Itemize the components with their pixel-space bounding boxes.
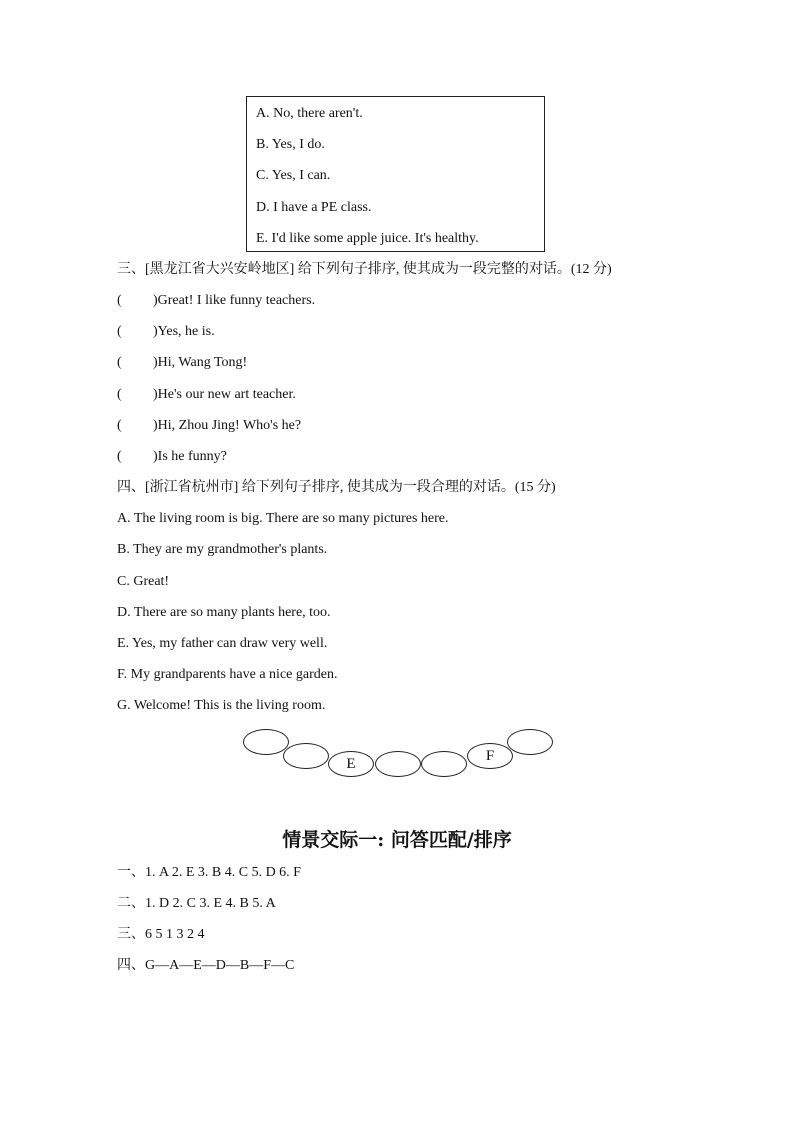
answer-line-2: 二、1. D 2. C 3. E 4. B 5. A <box>117 896 276 911</box>
order-oval-6[interactable]: F <box>467 743 513 769</box>
answer-blank[interactable]: ( <box>117 355 122 370</box>
section3-heading: 三、[黑龙江省大兴安岭地区] 给下列句子排序, 使其成为一段完整的对话。(12 分) <box>117 262 612 277</box>
option-b: B. Yes, I do. <box>256 137 325 152</box>
answer-line-3: 三、6 5 1 3 2 4 <box>117 927 205 942</box>
section4-heading: 四、[浙江省杭州市] 给下列句子排序, 使其成为一段合理的对话。(15 分) <box>117 480 556 495</box>
option-d: D. I have a PE class. <box>256 200 372 215</box>
answer-blank[interactable]: ( <box>117 324 122 339</box>
section4-item-f: F. My grandparents have a nice garden. <box>117 667 338 682</box>
section4-item-a: A. The living room is big. There are so many pictures here. <box>117 511 449 526</box>
section4-item-b: B. They are my grandmother's plants. <box>117 542 328 557</box>
options-box <box>246 96 545 252</box>
answer-line-4: 四、G—A—E—D—B—F—C <box>117 958 295 973</box>
section4-item-e: E. Yes, my father can draw very well. <box>117 636 328 651</box>
section4-item-d: D. There are so many plants here, too. <box>117 605 331 620</box>
answer-line-1: 一、1. A 2. E 3. B 4. C 5. D 6. F <box>117 865 301 880</box>
section3-item <box>117 323 215 341</box>
section3-item-text: )Hi, Wang Tong! <box>153 355 248 370</box>
section3-item-text: )He's our new art teacher. <box>153 387 296 402</box>
order-oval-2[interactable] <box>283 743 329 769</box>
section3-item-text: )Yes, he is. <box>153 324 215 339</box>
section3-item <box>117 448 227 466</box>
order-oval-7[interactable] <box>507 729 553 755</box>
answer-key-title: 情景交际一: 问答匹配/排序 <box>282 829 512 851</box>
section3-item-text: )Is he funny? <box>153 449 227 464</box>
section3-item <box>117 354 247 372</box>
order-oval-5[interactable] <box>421 751 467 777</box>
section3-item <box>117 417 301 435</box>
option-a: A. No, there aren't. <box>256 106 363 121</box>
answer-blank[interactable]: ( <box>117 293 122 308</box>
answer-blank[interactable]: ( <box>117 387 122 402</box>
option-c: C. Yes, I can. <box>256 168 331 183</box>
section3-item <box>117 386 296 404</box>
option-e: E. I'd like some apple juice. It's healthy. <box>256 231 479 246</box>
section3-item-text: )Great! I like funny teachers. <box>153 293 316 308</box>
section3-item <box>117 292 315 310</box>
order-oval-4[interactable] <box>375 751 421 777</box>
section4-item-g: G. Welcome! This is the living room. <box>117 698 326 713</box>
order-oval-3[interactable]: E <box>328 751 374 777</box>
section3-item-text: )Hi, Zhou Jing! Who's he? <box>153 418 302 433</box>
section4-item-c: C. Great! <box>117 574 170 589</box>
order-oval-1[interactable] <box>243 729 289 755</box>
answer-blank[interactable]: ( <box>117 418 122 433</box>
answer-blank[interactable]: ( <box>117 449 122 464</box>
